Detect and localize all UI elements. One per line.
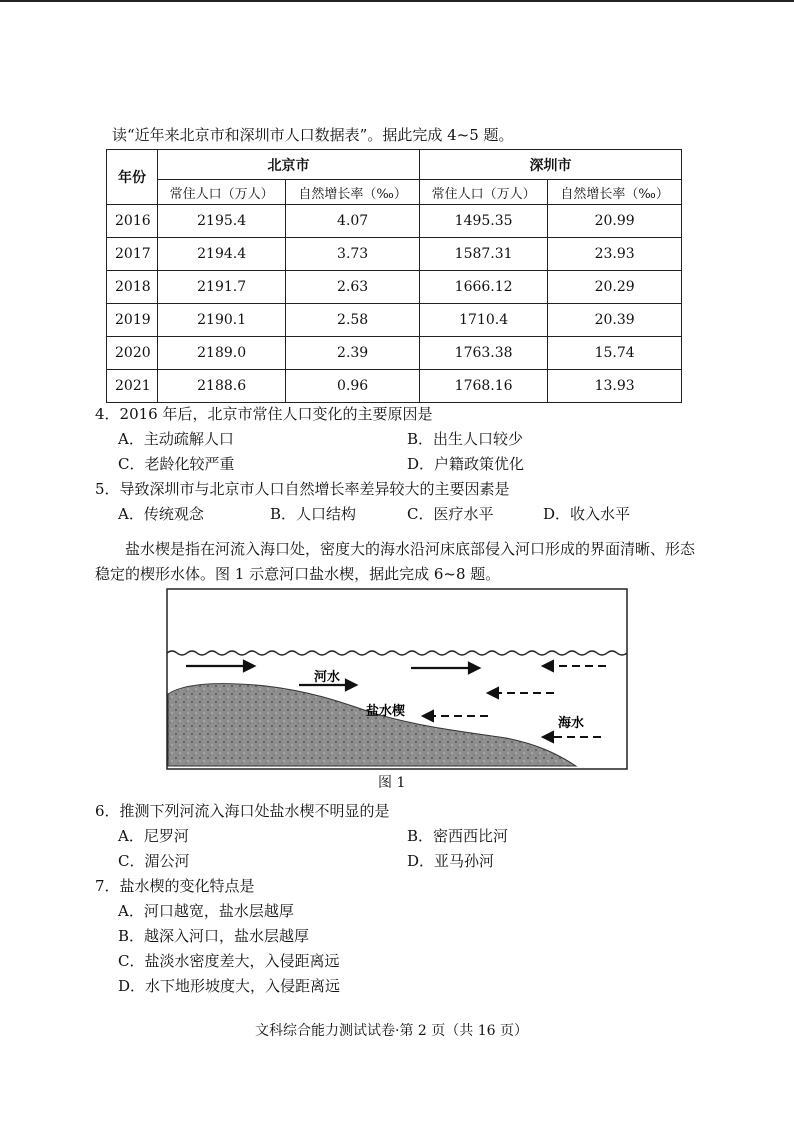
- page-top-rule: [0, 0, 794, 2]
- beijing-header: 北京市: [158, 150, 420, 180]
- bj-rate-cell: 0.96: [286, 370, 420, 403]
- bj-pop-cell: 2191.7: [158, 271, 286, 304]
- shenzhen-header: 深圳市: [419, 150, 681, 180]
- table-row: [107, 370, 682, 403]
- intro-salt-wedge-line2: 稳定的楔形水体。图 1 示意河口盐水楔，据此完成 6~8 题。: [95, 565, 501, 583]
- question-4-stem: 4．2016 年后，北京市常住人口变化的主要原因是: [95, 405, 433, 423]
- sz-rate-cell: 15.74: [548, 337, 682, 370]
- q7-option-d[interactable]: D．水下地形坡度大，入侵距离远: [118, 977, 341, 995]
- bj-rate-cell: 2.39: [286, 337, 420, 370]
- year-cell: 2021: [107, 370, 158, 403]
- sz-rate-cell: 23.93: [548, 238, 682, 271]
- bj-pop-cell: 2188.6: [158, 370, 286, 403]
- table-row: [107, 238, 682, 271]
- year-cell: 2017: [107, 238, 158, 271]
- table-row: [107, 205, 682, 238]
- q4-option-c[interactable]: C．老龄化较严重: [118, 455, 235, 473]
- label-seawater: 海水: [558, 716, 585, 731]
- year-cell: 2020: [107, 337, 158, 370]
- year-header: 年份: [107, 150, 158, 205]
- table-row: [107, 271, 682, 304]
- sz-pop-cell: 1710.4: [419, 304, 547, 337]
- population-data-table: [106, 149, 682, 403]
- year-cell: 2016: [107, 205, 158, 238]
- page-footer: 文科综合能力测试试卷·第 2 页（共 16 页）: [255, 1023, 528, 1039]
- question-7-stem: 7．盐水楔的变化特点是: [95, 877, 255, 895]
- sz-pop-cell: 1587.31: [419, 238, 547, 271]
- q5-option-a[interactable]: A．传统观念: [118, 505, 204, 523]
- q5-option-d[interactable]: D．收入水平: [543, 505, 631, 523]
- table-subheader-row: [107, 180, 682, 205]
- table-header-row: [107, 150, 682, 180]
- intro-table-instruction: 读“近年来北京市和深圳市人口数据表”。据此完成 4~5 题。: [112, 126, 514, 144]
- salt-wedge-figure: [166, 588, 628, 770]
- bj-pop-cell: 2189.0: [158, 337, 286, 370]
- intro-salt-wedge-line1: 盐水楔是指在河流入海口处，密度大的海水沿河床底部侵入河口形成的界面清晰、形态: [125, 540, 696, 558]
- q7-option-c[interactable]: C．盐淡水密度差大，入侵距离远: [118, 952, 340, 970]
- q7-option-a[interactable]: A．河口越宽，盐水层越厚: [118, 902, 294, 920]
- sz-rate-cell: 20.29: [548, 271, 682, 304]
- bj-pop-cell: 2195.4: [158, 205, 286, 238]
- question-6-stem: 6．推测下列河流入海口处盐水楔不明显的是: [95, 802, 390, 820]
- bj-rate-cell: 4.07: [286, 205, 420, 238]
- label-river-water: 河水: [314, 670, 341, 685]
- label-salt-wedge: 盐水楔: [366, 704, 406, 719]
- q6-option-b[interactable]: B．密西西比河: [407, 827, 509, 845]
- bj-rate-header: 自然增长率（‰）: [286, 180, 420, 205]
- bj-rate-cell: 2.63: [286, 271, 420, 304]
- bj-rate-cell: 2.58: [286, 304, 420, 337]
- sz-pop-cell: 1666.12: [419, 271, 547, 304]
- table-row: [107, 337, 682, 370]
- q4-option-d[interactable]: D．户籍政策优化: [407, 455, 525, 473]
- year-cell: 2019: [107, 304, 158, 337]
- sz-pop-cell: 1495.35: [419, 205, 547, 238]
- q4-option-a[interactable]: A．主动疏解人口: [118, 430, 234, 448]
- bj-pop-cell: 2190.1: [158, 304, 286, 337]
- q6-option-c[interactable]: C．湄公河: [118, 852, 190, 870]
- sz-pop-cell: 1768.16: [419, 370, 547, 403]
- sz-pop-cell: 1763.38: [419, 337, 547, 370]
- sz-pop-header: 常住人口（万人）: [419, 180, 547, 205]
- q6-option-a[interactable]: A．尼罗河: [118, 827, 189, 845]
- sz-rate-header: 自然增长率（‰）: [548, 180, 682, 205]
- sz-rate-cell: 13.93: [548, 370, 682, 403]
- q6-option-d[interactable]: D．亚马孙河: [407, 852, 495, 870]
- bj-pop-cell: 2194.4: [158, 238, 286, 271]
- question-5-stem: 5．导致深圳市与北京市人口自然增长率差异较大的主要因素是: [95, 480, 510, 498]
- q7-option-b[interactable]: B．越深入河口，盐水层越厚: [118, 927, 310, 945]
- table-row: [107, 304, 682, 337]
- bj-rate-cell: 3.73: [286, 238, 420, 271]
- q5-option-b[interactable]: B．人口结构: [270, 505, 357, 523]
- year-cell: 2018: [107, 271, 158, 304]
- sz-rate-cell: 20.99: [548, 205, 682, 238]
- q4-option-b[interactable]: B．出生人口较少: [407, 430, 524, 448]
- bj-pop-header: 常住人口（万人）: [158, 180, 286, 205]
- figure-caption: 图 1: [378, 775, 406, 791]
- sz-rate-cell: 20.39: [548, 304, 682, 337]
- q5-option-c[interactable]: C．医疗水平: [407, 505, 494, 523]
